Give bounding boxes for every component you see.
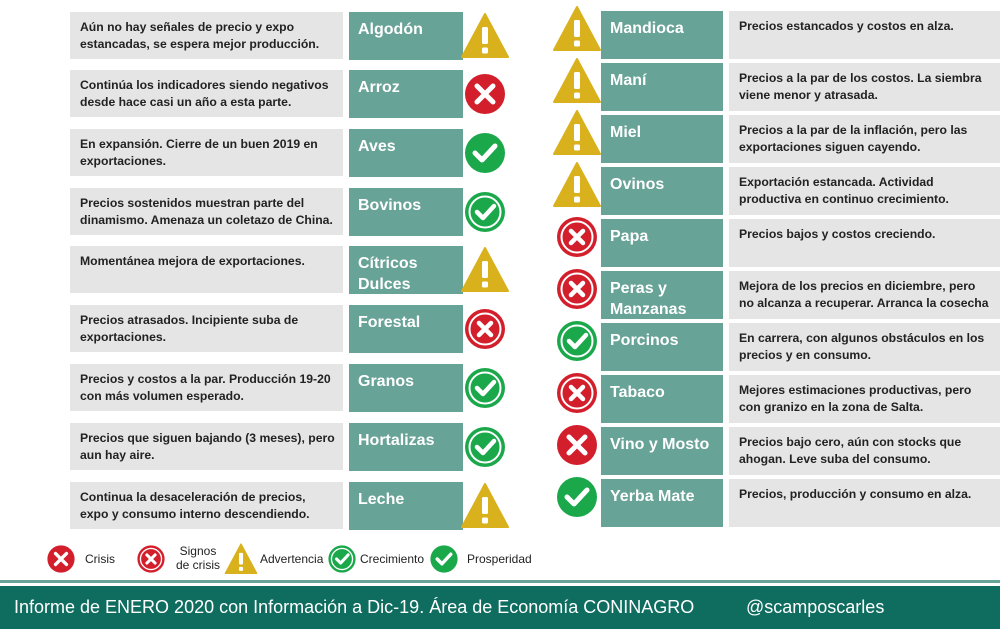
crisis-icon	[44, 542, 78, 576]
sector-row	[0, 176, 500, 234]
footer	[0, 586, 1000, 629]
crisis-signs-icon	[552, 212, 602, 262]
crisis-signs-icon	[552, 264, 602, 314]
sector-name: Algodón	[349, 12, 463, 60]
warning-icon	[552, 4, 602, 54]
sector-name: Papa	[601, 219, 723, 267]
legend-label: Signos de crisis	[175, 544, 220, 572]
sector-row	[500, 0, 1000, 58]
growth-icon	[552, 316, 602, 366]
prosperity-icon	[427, 542, 461, 576]
footer-handle: @scamposcarles	[746, 597, 885, 617]
warning-icon	[552, 56, 602, 106]
sector-row	[0, 352, 500, 410]
sector-description: Continúa los indicadores siendo negativos desde hace casi un año a esta parte.	[70, 70, 343, 117]
sector-row	[500, 260, 1000, 318]
sector-description: Aún no hay señales de precio y expo estancadas, se espera mejor producción.	[70, 12, 343, 59]
crisis-signs-icon	[134, 542, 168, 576]
right-column	[500, 0, 1000, 540]
footer-divider	[0, 580, 1000, 583]
sector-name: Forestal	[349, 305, 463, 353]
sector-row	[0, 470, 500, 528]
sector-name: Cítricos Dulces	[349, 246, 463, 294]
sector-description: En expansión. Cierre de un buen 2019 en exportaciones.	[70, 129, 343, 176]
sector-name: Peras y Manzanas	[601, 271, 723, 319]
sector-name: Aves	[349, 129, 463, 177]
sector-description: Momentánea mejora de exportaciones.	[70, 246, 343, 293]
sector-row	[0, 411, 500, 469]
warning-icon	[552, 108, 602, 158]
sector-name: Maní	[601, 63, 723, 111]
sector-description: Precios sostenidos muestran parte del dinamismo. Amenaza un coletazo de China.	[70, 188, 343, 235]
sector-row	[500, 104, 1000, 162]
sector-row	[500, 312, 1000, 370]
sector-name: Miel	[601, 115, 723, 163]
warning-icon	[224, 542, 258, 576]
sector-description: Precios bajos y costos creciendo.	[729, 219, 1000, 267]
sector-name: Granos	[349, 364, 463, 412]
sector-description: Mejora de los precios en diciembre, pero no alcanza a recuperar. Arranca la cosecha	[729, 271, 1000, 319]
sector-row	[500, 364, 1000, 422]
sector-description: Precios atrasados. Incipiente suba de exportaciones.	[70, 305, 343, 352]
sector-name: Yerba Mate	[601, 479, 723, 527]
sector-name: Tabaco	[601, 375, 723, 423]
sector-name: Arroz	[349, 70, 463, 118]
sector-description: Precios, producción y consumo en alza.	[729, 479, 1000, 527]
crisis-signs-icon	[552, 368, 602, 418]
legend	[44, 540, 564, 578]
sector-row	[500, 208, 1000, 266]
growth-icon	[325, 542, 359, 576]
sector-description: Precios a la par de los costos. La siembra viene menor y atrasada.	[729, 63, 1000, 111]
sector-description: Exportación estancada. Actividad productiva en continuo crecimiento.	[729, 167, 1000, 215]
sector-description: En carrera, con algunos obstáculos en los precios y en consumo.	[729, 323, 1000, 371]
sector-name: Mandioca	[601, 11, 723, 59]
sector-name: Ovinos	[601, 167, 723, 215]
sector-name: Leche	[349, 482, 463, 530]
sector-row	[500, 416, 1000, 474]
sector-row	[0, 234, 500, 292]
sector-description: Mejores estimaciones productivas, pero con granizo en la zona de Salta.	[729, 375, 1000, 423]
prosperity-icon	[552, 472, 602, 522]
sector-description: Precios que siguen bajando (3 meses), pero aun hay aire.	[70, 423, 343, 470]
sector-name: Bovinos	[349, 188, 463, 236]
sector-description: Precios bajo cero, aún con stocks que ahogan. Leve suba del consumo.	[729, 427, 1000, 475]
sector-row	[500, 52, 1000, 110]
sector-row	[0, 117, 500, 175]
sector-row	[500, 156, 1000, 214]
legend-label: Prosperidad	[467, 552, 532, 566]
sector-row	[0, 0, 500, 58]
legend-label: Crisis	[85, 552, 115, 566]
footer-text: Informe de ENERO 2020 con Información a Dic-19. Área de Economía CONINAGRO	[14, 597, 695, 617]
left-column	[0, 0, 500, 540]
sector-description: Continua la desaceleración de precios, expo y consumo interno descendiendo.	[70, 482, 343, 529]
sector-description: Precios a la par de la inflación, pero las exportaciones siguen cayendo.	[729, 115, 1000, 163]
sector-name: Porcinos	[601, 323, 723, 371]
sector-name: Vino y Mosto	[601, 427, 723, 475]
sector-description: Precios y costos a la par. Producción 19-20 con más volumen esperado.	[70, 364, 343, 411]
sector-row	[0, 293, 500, 351]
sector-description: Precios estancados y costos en alza.	[729, 11, 1000, 59]
legend-label: Crecimiento	[360, 552, 425, 566]
sector-row	[0, 58, 500, 116]
warning-icon	[552, 160, 602, 210]
sector-name: Hortalizas	[349, 423, 463, 471]
crisis-icon	[552, 420, 602, 470]
legend-label: Advertencia	[260, 552, 324, 566]
sector-row	[500, 468, 1000, 526]
